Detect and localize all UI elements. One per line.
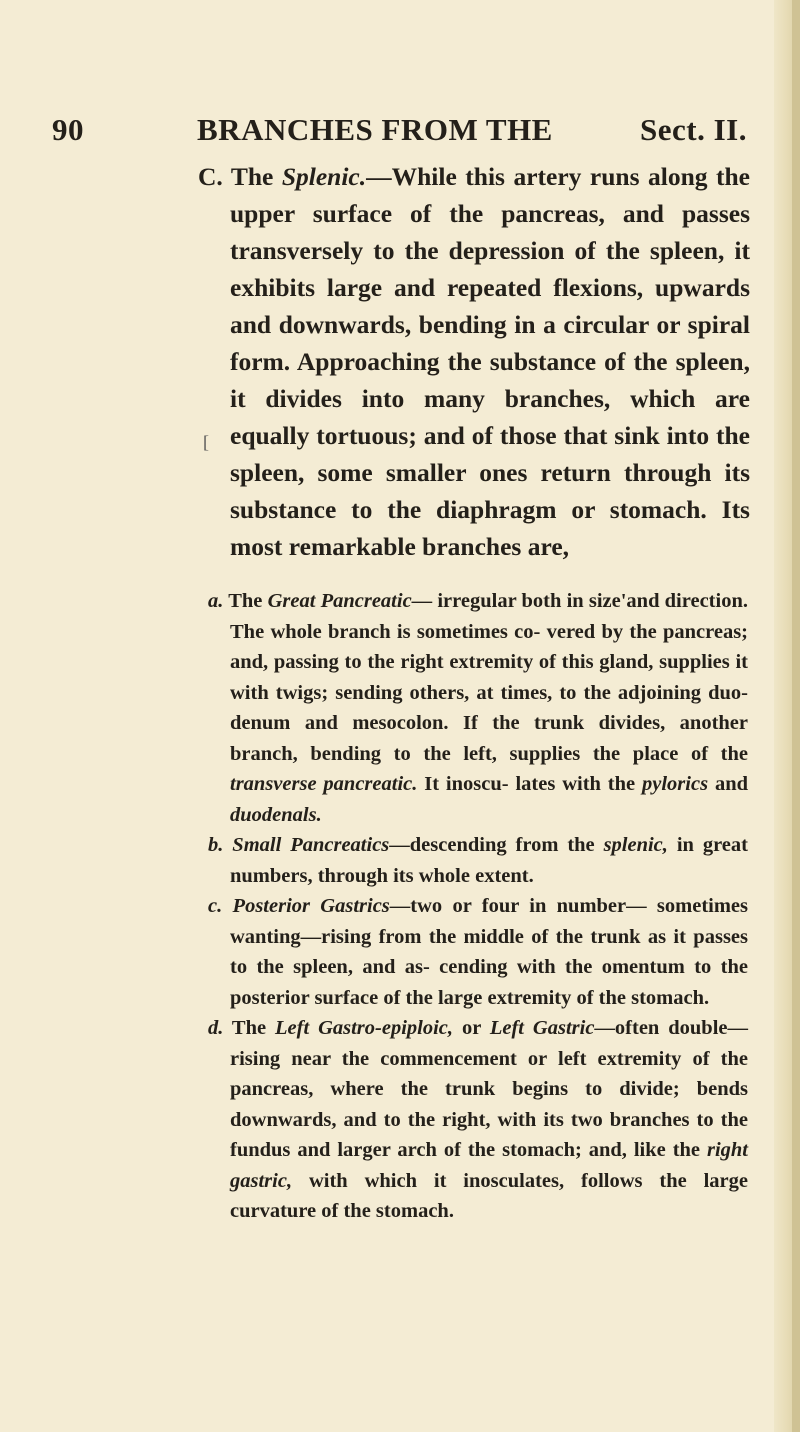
branch-text: and xyxy=(708,773,748,795)
margin-mark: [ xyxy=(203,432,209,452)
page-number: 90 xyxy=(52,112,84,147)
branch-text xyxy=(223,834,232,856)
branch-text: with which it inosculates, follows the large curvature of the stomach. xyxy=(230,1169,748,1222)
branch-term: transverse pancreatic. xyxy=(230,773,418,795)
branch-term: pylorics xyxy=(642,773,709,795)
artery-name: Splenic. xyxy=(281,162,367,191)
branch-paragraph xyxy=(208,586,748,830)
branch-text: or xyxy=(453,1017,490,1039)
branch-paragraph xyxy=(208,1013,748,1227)
branch-term: Great Pancreatic xyxy=(267,590,412,612)
branch-letter: b. xyxy=(208,834,224,856)
branch-text: The xyxy=(223,590,268,612)
branch-paragraph xyxy=(208,830,748,891)
branch-term: duodenals. xyxy=(230,803,322,826)
page-edge-shadow xyxy=(792,0,800,1432)
page-header xyxy=(52,112,747,152)
branch-term: Left Gastric xyxy=(489,1017,595,1039)
lead-text: —While this artery runs along the upper surface of the pancreas, and passes transversely to the depression of the spleen, it exhibits large and repeated flexions, upwards and downwards, bending in a circular or spiral form. Approaching the substance of the spleen, it divides into many branches, which are equally tortuous; and of those that sink into the spleen, some smaller ones return through its substance to the diaphragm or stomach. Its most remarkable branches are, xyxy=(230,162,750,561)
branch-text: —descending from the xyxy=(389,834,604,856)
branch-letter: d. xyxy=(208,1017,224,1039)
branch-letter: c. xyxy=(208,895,223,917)
branch-term: Left Gastro-epiploic, xyxy=(275,1017,454,1039)
lead-label: C. The xyxy=(198,162,282,191)
branch-text: The xyxy=(223,1017,276,1039)
branch-text xyxy=(222,895,232,917)
branch-text: — irregular both in size'and direction. The whole branch is sometimes co- vered by the pancreas; and, passing to the right extremity of this gland, supplies it with twigs; sending others, at times, to the adjoining duo- denum and mesocolon. If the trunk divides, another branch, bending to the left, supplies the place of the xyxy=(230,590,748,765)
section-label: Sect. II. xyxy=(640,112,747,147)
branch-paragraph xyxy=(208,891,748,1013)
branch-term: Small Pancreatics xyxy=(232,834,390,856)
branch-text: It inoscu- lates with the xyxy=(417,773,643,795)
branch-text: in great numbers, through its whole extent. xyxy=(230,834,748,887)
branch-term: splenic, xyxy=(603,834,668,856)
branch-term: Posterior Gastrics xyxy=(232,895,390,917)
lead-paragraph xyxy=(198,158,750,565)
running-title: BRANCHES FROM THE xyxy=(197,112,553,147)
branch-letter: a. xyxy=(208,590,224,612)
branch-term: right gastric, xyxy=(230,1139,748,1192)
branch-list xyxy=(208,586,748,1227)
branch-text: —two or four in number— sometimes wanting—rising from the middle of the trunk as it passes to the spleen, and as- cending with the omentum to the posterior surface of the large extremity of the stomach. xyxy=(230,895,748,1009)
branch-text: —often double—rising near the commencement or left extremity of the pancreas, where the trunk begins to divide; bends downwards, and to the right, with its two branches to the fundus and larger arch of the stomach; and, like the xyxy=(230,1017,748,1161)
